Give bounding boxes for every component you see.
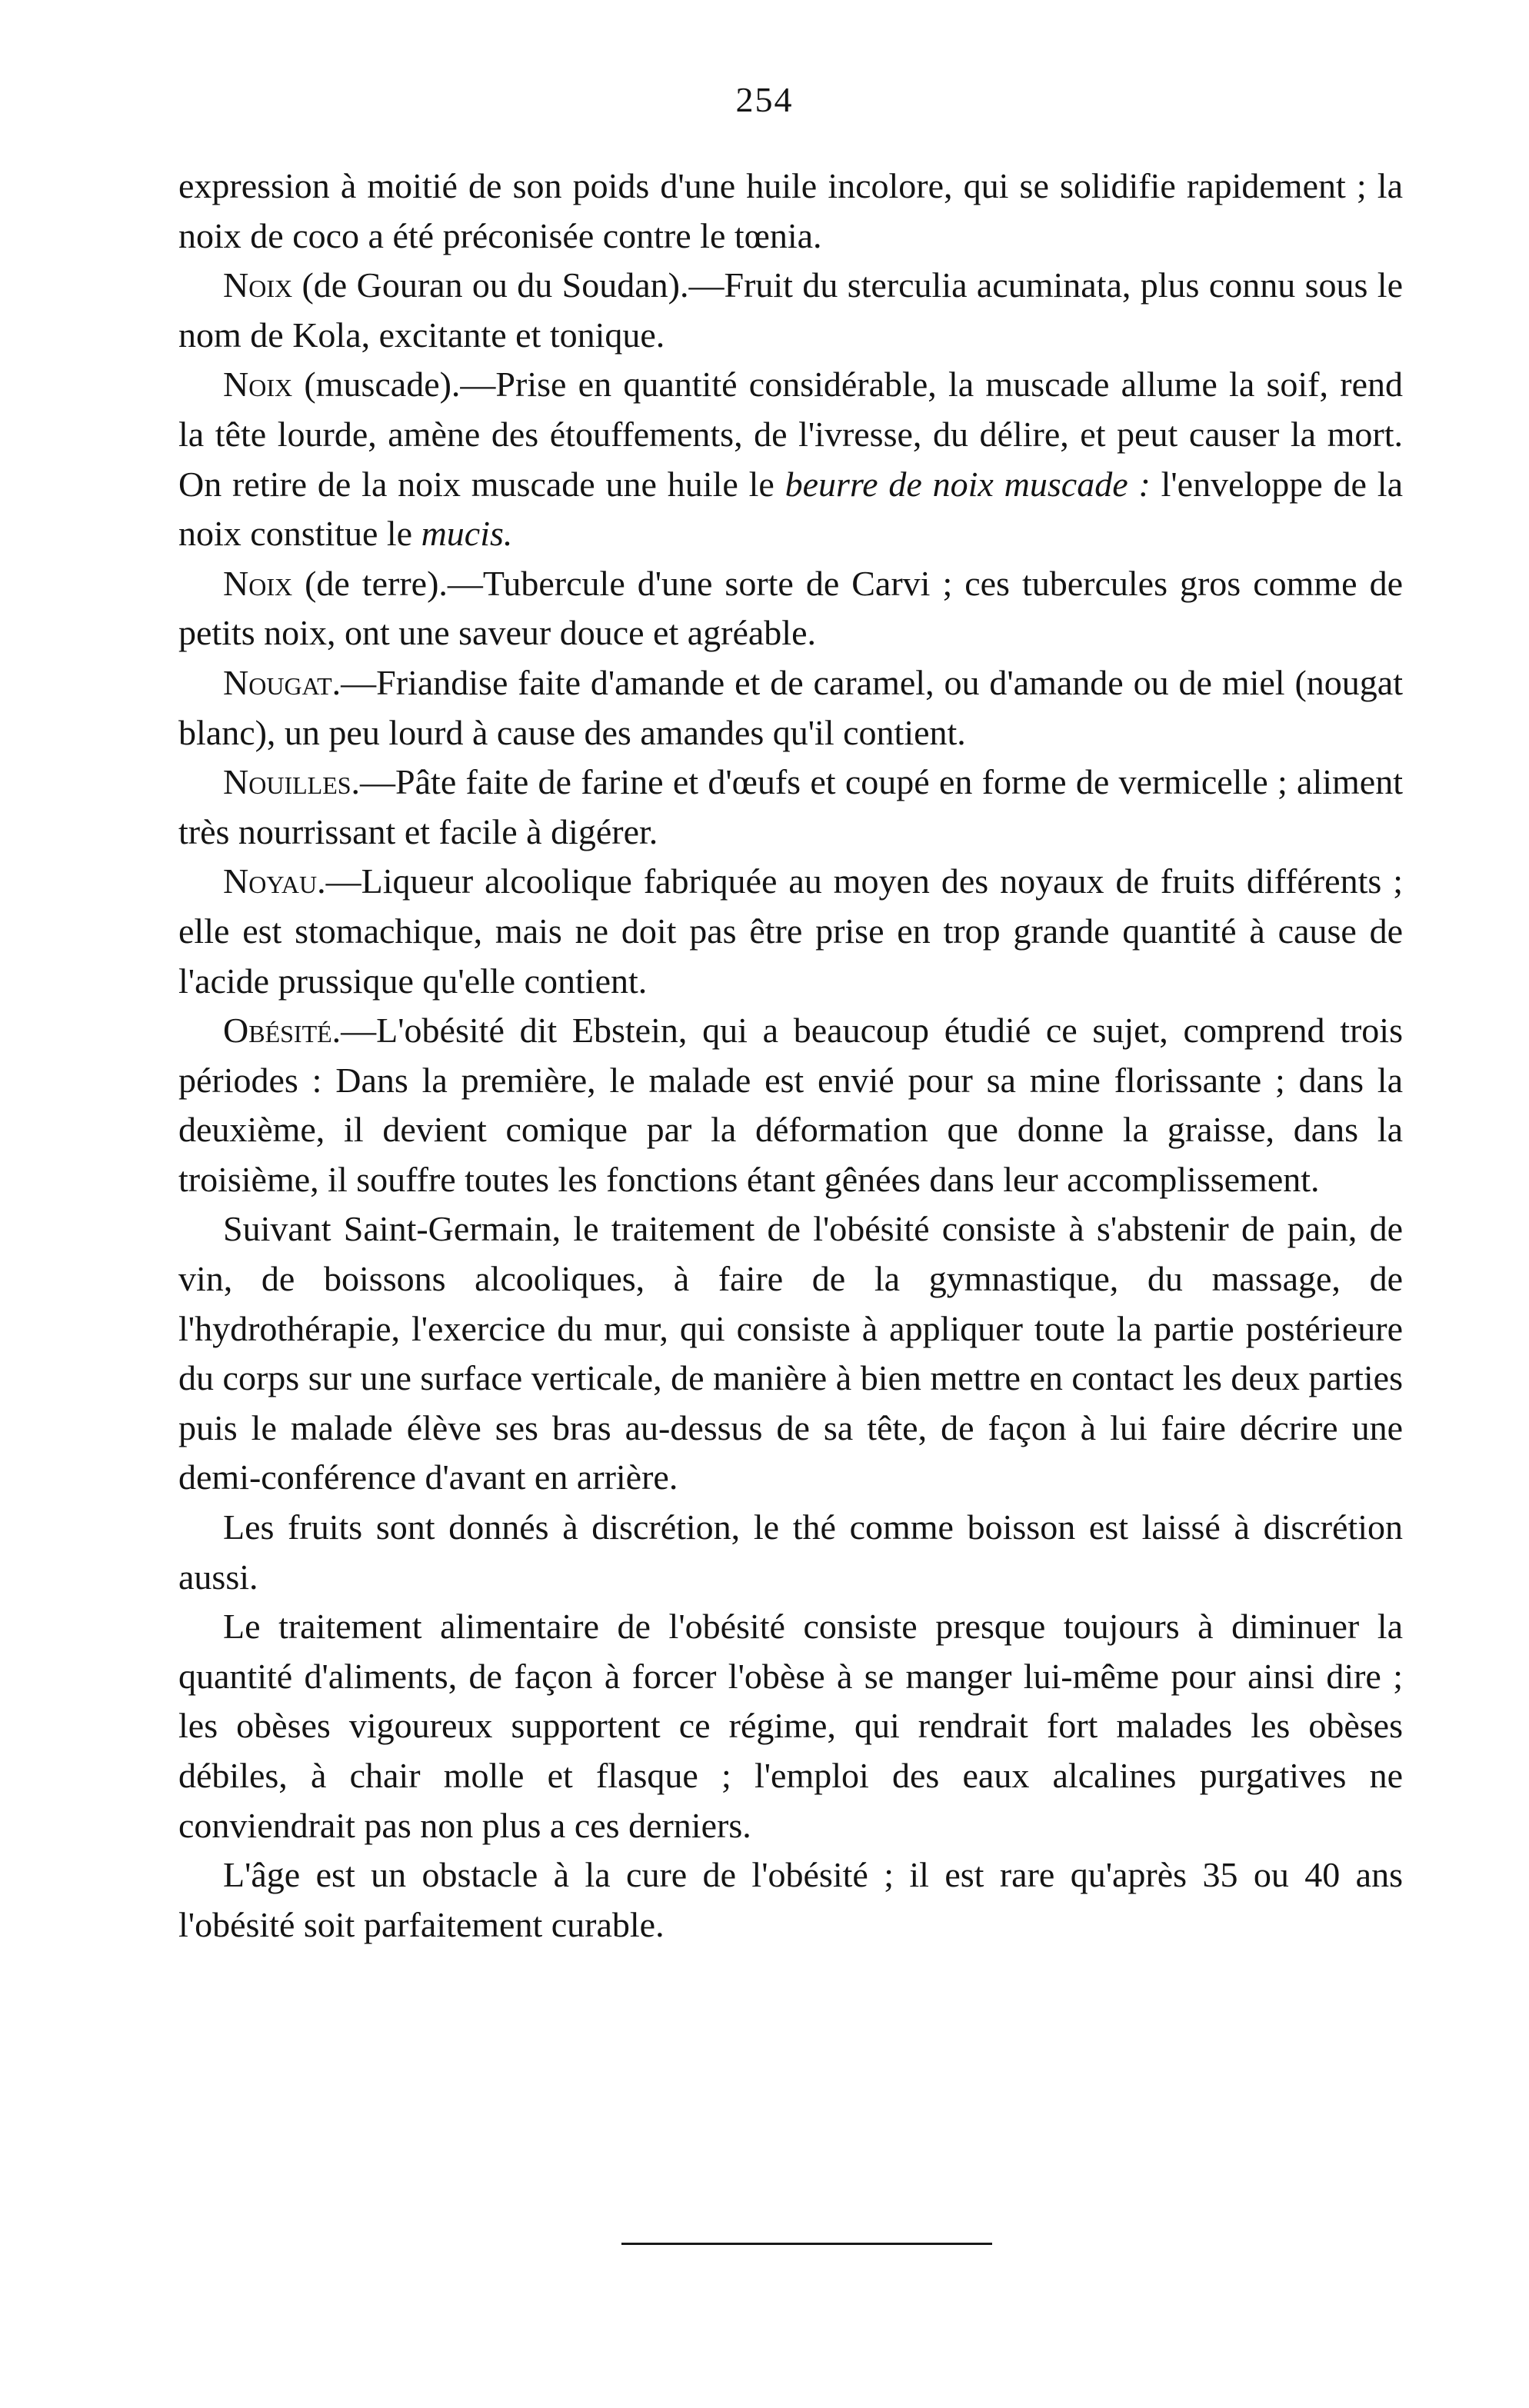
entry-text: (de Gouran ou du Soudan).—Fruit du sterculia acuminata, plus connu sous le nom de Kola, excitante et tonique. [178,265,1403,355]
entry-obesite [178,1006,1403,1204]
entry-headword: Noix [223,265,293,305]
entry-text: —Liqueur alcoolique fabriquée au moyen des noyaux de fruits différents ; elle est stomachique, mais ne doit pas être prise en trop grande quantité à cause de l'acide prussique qu'elle contient. [178,861,1403,1001]
entry-noyau [178,857,1403,1006]
paragraph-text: expression à moitié de son poids d'une huile incolore, qui se solidifie rapidement ; la noix de coco a été préconisée contre le tœnia. [178,166,1403,255]
entry-noix-gouran [178,261,1403,360]
entry-nouilles [178,758,1403,857]
entry-italic-term: mucis. [421,514,513,554]
page-number: 254 [735,80,794,119]
entry-headword: Noix [223,563,293,603]
paragraph-continuation [178,162,1403,261]
paragraph [178,1850,1403,1950]
entry-headword: Nouilles. [223,762,361,802]
section-divider [621,2243,992,2245]
entry-text: (de terre).—Tubercule d'une sorte de Carvi ; ces tubercules gros comme de petits noix, ont une saveur douce et agréable. [178,563,1403,653]
entry-headword: Noyau. [223,861,326,901]
entry-noix-muscade [178,360,1403,558]
entry-text: —Pâte faite de farine et d'œufs et coupé en forme de vermicelle ; aliment très nourrissant et facile à digérer. [178,762,1403,851]
paragraph-text: L'âge est un obstacle à la cure de l'obésité ; il est rare qu'après 35 ou 40 ans l'obésité soit parfaitement curable. [178,1855,1403,1944]
entry-headword: Noix [223,365,293,405]
paragraph-text: Les fruits sont donnés à discrétion, le thé comme boisson est laissé à discrétion aussi. [178,1507,1403,1597]
entry-text: l'enveloppe de la noix constitue le [178,464,1403,554]
entry-nougat [178,658,1403,758]
entry-text: (muscade).—Prise en quantité considérable, la muscade allume la soif, rend la tête lourde, amène des étouffements, de l'ivresse, du délire, et peut causer la mort. On retire de la noix muscade une huile le [178,365,1403,504]
paragraph [178,1503,1403,1602]
entry-noix-terre [178,559,1403,658]
entry-headword: Nougat. [223,662,341,702]
paragraph-text: Le traitement alimentaire de l'obésité consiste presque toujours à diminuer la quantité d'aliments, de façon à forcer l'obèse à se manger lui-même pour ainsi dire ; les obèses vigoureux supportent ce régime, qui rendrait fort malades les obèses débiles, à chair molle et flasque ; l'emploi des eaux alcalines purgatives ne conviendrait pas non plus a ces derniers. [178,1607,1403,1845]
paragraph-text: Suivant Saint-Germain, le traitement de l'obésité consiste à s'abstenir de pain, de vin, de boissons alcooliques, à faire de la gymnastique, du massage, de l'hydrothérapie, l'exercice du mur, qui consiste à appliquer toute la partie postérieure du corps sur une surface verticale, de manière à bien mettre en contact les deux parties puis le malade élève ses bras au-dessus de sa tête, de façon à lui faire décrire une demi-conférence d'avant en arrière. [178,1209,1403,1497]
entry-text: —Friandise faite d'amande et de caramel, ou d'amande ou de miel (nougat blanc), un peu lourd à cause des amandes qu'il contient. [178,662,1403,752]
page-text [178,162,1403,1950]
entry-italic-term: beurre de noix muscade : [784,464,1151,504]
paragraph [178,1602,1403,1850]
entry-text: —L'obésité dit Ebstein, qui a beaucoup étudié ce sujet, comprend trois périodes : Dans la première, le malade est envié pour sa mine florissante ; dans la deuxième, il devient comique par la déformation que donne la graisse, dans la troisième, il souffre toutes les fonctions étant gênées dans leur accomplissement. [178,1011,1403,1199]
entry-headword: Obésité. [223,1011,341,1051]
paragraph [178,1204,1403,1503]
